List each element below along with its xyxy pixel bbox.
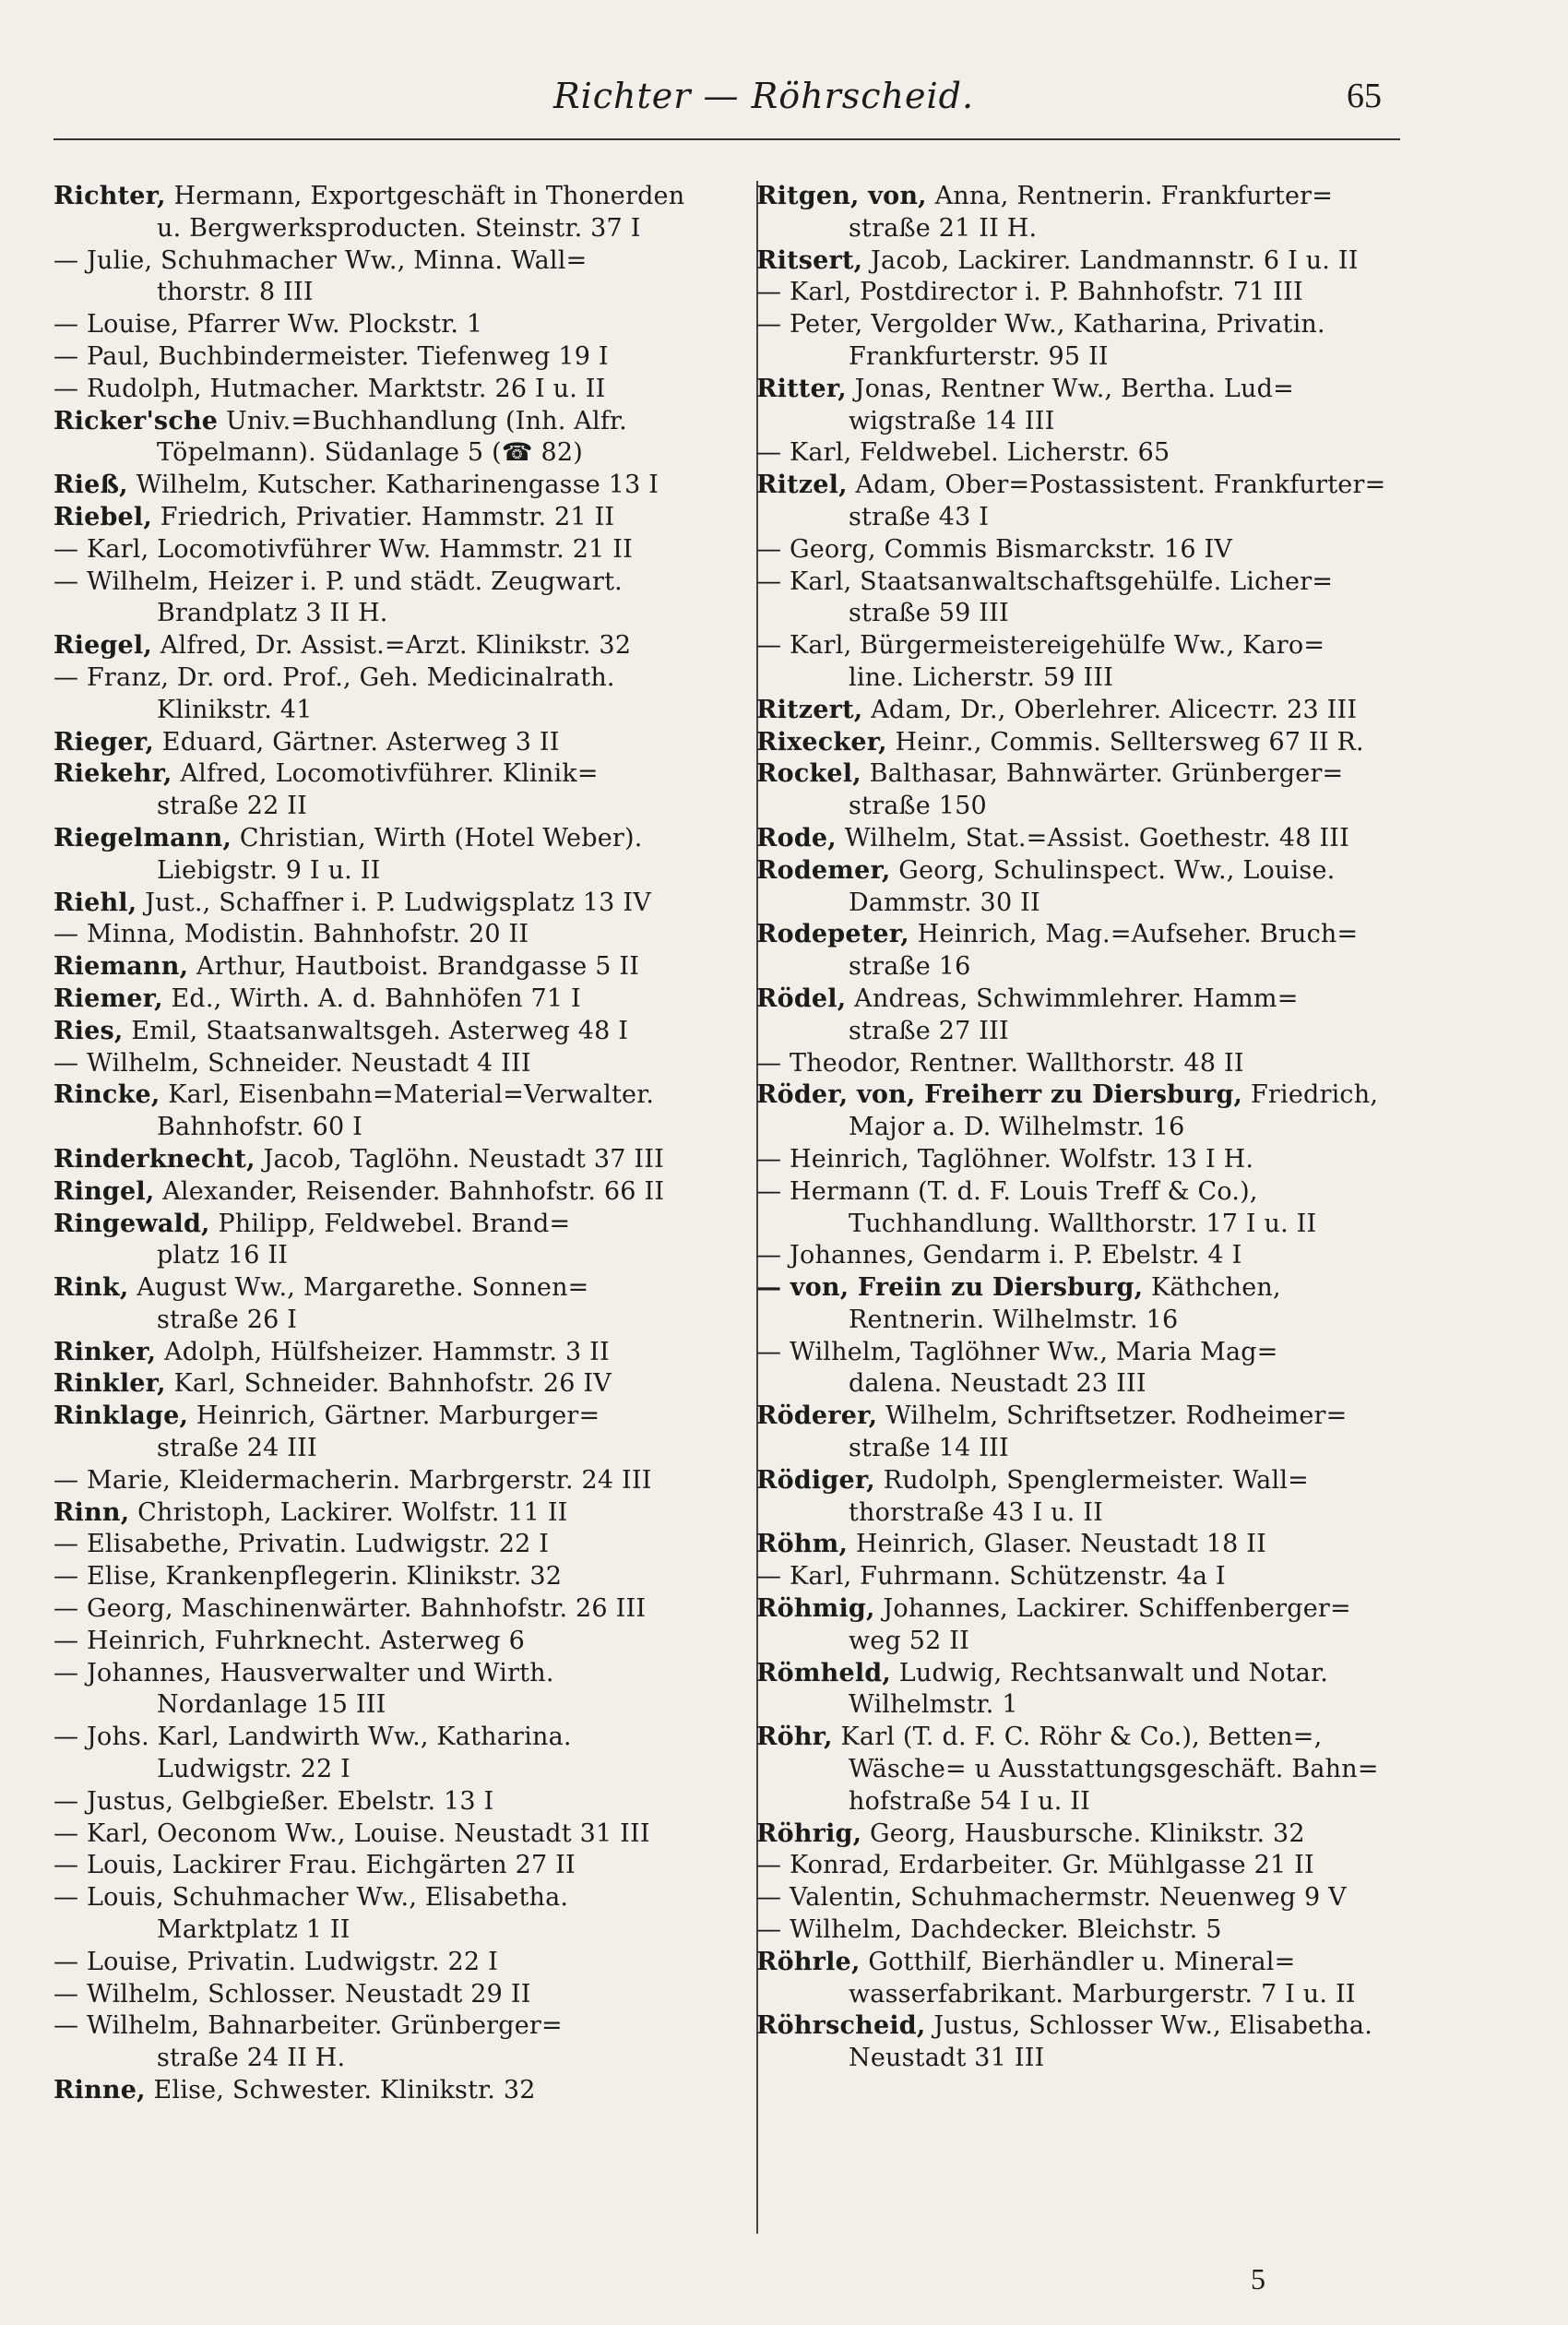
directory-entry-line [53, 1209, 718, 1241]
directory-entry-line [53, 1882, 718, 1914]
entry-surname: Riemer, [53, 984, 163, 1013]
entry-continuation-line [756, 341, 1402, 374]
directory-entry-line [53, 823, 718, 855]
directory-entry-line [756, 823, 1402, 855]
entry-text: hofstraße 54 I u. II [849, 1786, 1091, 1816]
entry-continuation-line [756, 1112, 1402, 1144]
entry-text: straße 24 III [157, 1434, 317, 1463]
entry-text: Major a. D. Wilhelmstr. 16 [849, 1113, 1185, 1142]
running-header: Richter — Röhrscheid. [553, 76, 975, 116]
entry-surname: Richter, [53, 182, 166, 210]
directory-entry-line [53, 919, 718, 951]
entry-continuation-line [756, 213, 1402, 245]
entry-surname: Ringel, [53, 1176, 155, 1206]
entry-text: Andreas, Schwimmlehrer. Hamm= [846, 984, 1299, 1013]
entry-continuation-line [756, 1433, 1402, 1465]
entry-text: — Minna, Modistin. Bahnhofstr. 20 II [53, 920, 529, 949]
entry-continuation-line [756, 888, 1402, 920]
directory-entry-line [53, 374, 718, 406]
directory-entry-line [756, 1240, 1402, 1272]
entry-text: — Valentin, Schuhmachermstr. Neuenweg 9 V [756, 1883, 1347, 1913]
directory-entry-line [756, 1658, 1402, 1690]
entry-continuation-line [53, 1240, 718, 1272]
entry-text: Univ.=Buchhandlung (Inh. Alfr. [218, 406, 627, 435]
entry-text: dalena. Neustadt 23 III [849, 1369, 1146, 1399]
entry-text: Käthchen, [1143, 1273, 1281, 1303]
directory-entry-line [53, 1016, 718, 1048]
entry-text: — Georg, Commis Bismarckstr. 16 IV [756, 534, 1233, 564]
directory-entry-line [756, 1914, 1402, 1947]
entry-text: straße 14 III [849, 1434, 1009, 1463]
entry-surname: Rinker, [53, 1337, 157, 1366]
directory-entry-line [756, 1079, 1402, 1112]
entry-text: Rentnerin. Wilhelmstr. 16 [849, 1305, 1179, 1334]
entry-text: straße 26 I [157, 1305, 298, 1334]
entry-text: Hermann, Exportgeschäft in Thonerden [165, 182, 685, 210]
entry-text: — Heinrich, Taglöhner. Wolfstr. 13 I H. [756, 1144, 1254, 1174]
entry-continuation-line [53, 1914, 718, 1947]
entry-continuation-line [756, 502, 1402, 534]
directory-entry-line [53, 1079, 718, 1112]
directory-entry-line [53, 1497, 718, 1530]
left-column [53, 181, 718, 2107]
entry-text: — Louis, Schuhmacher Ww., Elisabetha. [53, 1883, 569, 1913]
entry-surname: Riehl, [53, 888, 137, 917]
entry-text: — Heinrich, Fuhrknecht. Asterweg 6 [53, 1626, 526, 1655]
directory-entry-line [756, 374, 1402, 406]
entry-text: Georg, Hausbursche. Klinikstr. 32 [861, 1818, 1305, 1848]
entry-continuation-line [756, 1979, 1402, 2011]
entry-text: wigstraße 14 III [849, 406, 1055, 435]
entry-text: straße 24 II H. [157, 2044, 346, 2073]
entry-text: Friedrich, Privatier. Hammstr. 21 II [152, 502, 615, 531]
entry-continuation-line [53, 213, 718, 245]
entry-text: platz 16 II [157, 1241, 289, 1270]
entry-continuation-line [53, 2043, 718, 2075]
entry-surname: Ricker'sche [53, 406, 219, 435]
entry-continuation-line [53, 277, 718, 309]
directory-entry-line [53, 181, 718, 213]
entry-text: — Karl, Locomotivführer Ww. Hammstr. 21 II [53, 534, 634, 564]
directory-entry-line [756, 758, 1402, 791]
entry-text: — Wilhelm, Dachdecker. Bleichstr. 5 [756, 1915, 1222, 1945]
directory-entry-line [756, 1593, 1402, 1626]
entry-surname: Röhm, [756, 1530, 849, 1559]
entry-text: Justus, Schlosser Ww., Elisabetha. [925, 2011, 1373, 2041]
entry-text: Ludwigstr. 22 I [157, 1755, 351, 1784]
entry-surname: Röhmig, [756, 1594, 875, 1624]
entry-continuation-line [53, 791, 718, 823]
directory-entry-line [53, 406, 718, 438]
entry-text: straße 43 I [849, 502, 990, 531]
entry-text: — Elisabethe, Privatin. Ludwigstr. 22 I [53, 1530, 550, 1559]
entry-text: — Johannes, Hausverwalter und Wirth. [53, 1658, 554, 1687]
entry-text: — Franz, Dr. ord. Prof., Geh. Medicinalrath. [53, 662, 615, 692]
entry-surname: Röhr, [756, 1723, 833, 1752]
entry-continuation-line [53, 1754, 718, 1786]
entry-continuation-line [756, 1626, 1402, 1658]
entry-text: Klinikstr. 41 [157, 695, 313, 724]
directory-entry-line [756, 1401, 1402, 1433]
entry-text: — Karl, Staatsanwaltschaftsgehülfe. Licher= [756, 566, 1334, 596]
directory-entry-line [53, 502, 718, 534]
directory-entry-line [756, 1722, 1402, 1754]
directory-entry-line [53, 245, 718, 278]
entry-text: — Paul, Buchbindermeister. Tiefenweg 19 I [53, 341, 609, 371]
entry-text: — Georg, Maschinenwärter. Bahnhofstr. 26 III [53, 1594, 647, 1624]
entry-continuation-line [53, 1689, 718, 1722]
entry-text: — Karl, Bürgermeistereigehülfe Ww., Karo= [756, 631, 1325, 661]
entry-text: — Konrad, Erdarbeiter. Gr. Mühlgasse 21 II [756, 1851, 1314, 1880]
directory-entry-line [756, 1144, 1402, 1176]
directory-entry-line [53, 1048, 718, 1080]
entry-text: Friedrich, [1242, 1080, 1379, 1110]
entry-surname: Rinne, [53, 2076, 146, 2105]
entry-surname: Ritter, [756, 374, 847, 403]
directory-entry-line [53, 341, 718, 374]
entry-text: Wilhelmstr. 1 [849, 1690, 1018, 1720]
entry-text: straße 21 II H. [849, 213, 1038, 243]
entry-text: — Elise, Krankenpflegerin. Klinikstr. 32 [53, 1562, 563, 1592]
entry-surname: Ringewald, [53, 1209, 210, 1238]
directory-entry-line [756, 2010, 1402, 2043]
entry-text: Arthur, Hautboist. Brandgasse 5 II [188, 952, 640, 982]
entry-surname: Rode, [756, 823, 837, 852]
entry-surname: Rieger, [53, 727, 154, 757]
entry-text: Wäsche= u Ausstattungsgeschäft. Bahn= [849, 1755, 1379, 1784]
directory-entry-line [53, 2075, 718, 2107]
directory-entry-line [53, 1979, 718, 2011]
entry-surname: Riebel, [53, 502, 152, 531]
entry-text: Neustadt 31 III [849, 2044, 1045, 2073]
directory-entry-line [53, 470, 718, 502]
directory-entry-line [53, 1401, 718, 1433]
entry-continuation-line [756, 598, 1402, 630]
entry-text: straße 59 III [849, 599, 1009, 628]
entry-surname: Rinderknecht, [53, 1144, 255, 1174]
entry-text: Adam, Dr., Oberlehrer. Aliceстr. 23 III [862, 695, 1358, 724]
entry-continuation-line [756, 2043, 1402, 2075]
directory-entry-line [756, 277, 1402, 309]
entry-text: Frankfurterstr. 95 II [849, 341, 1109, 371]
entry-text: — Julie, Schuhmacher Ww., Minna. Wall= [53, 245, 588, 275]
entry-text: thorstr. 8 III [157, 278, 314, 307]
entry-surname: Rincke, [53, 1080, 160, 1110]
entry-text: Just., Schaffner i. P. Ludwigsplatz 13 IV [137, 888, 651, 917]
entry-continuation-line [756, 662, 1402, 695]
entry-text: — Peter, Vergolder Ww., Katharina, Privatin. [756, 310, 1325, 340]
entry-text: Wilhelm, Kutscher. Katharinengasse 13 I [127, 471, 659, 500]
entry-text: Karl, Schneider. Bahnhofstr. 26 IV [165, 1369, 612, 1399]
directory-entry-line [756, 1561, 1402, 1593]
directory-entry-line [756, 984, 1402, 1016]
entry-text: Wilhelm, Stat.=Assist. Goethestr. 48 III [836, 823, 1349, 852]
entry-text: straße 22 II [157, 792, 307, 821]
entry-text: Gotthilf, Bierhändler u. Mineral= [860, 1947, 1296, 1976]
entry-surname: Röhrscheid, [756, 2011, 926, 2041]
directory-entry-line [756, 181, 1402, 213]
directory-entry-line [53, 309, 718, 341]
directory-entry-line [756, 1176, 1402, 1209]
directory-entry-line [53, 1337, 718, 1369]
entry-text: — Wilhelm, Heizer i. P. und städt. Zeugwart. [53, 566, 623, 596]
entry-text: straße 27 III [849, 1016, 1009, 1045]
right-column [756, 181, 1402, 2075]
entry-continuation-line [756, 1689, 1402, 1722]
entry-text: Alexander, Reisender. Bahnhofstr. 66 II [154, 1176, 665, 1206]
entry-text: straße 150 [849, 792, 987, 821]
entry-text: — Wilhelm, Bahnarbeiter. Grünberger= [53, 2011, 563, 2041]
directory-entry-line [756, 1947, 1402, 1979]
entry-continuation-line [53, 437, 718, 470]
entry-text: Bahnhofstr. 60 I [157, 1113, 362, 1142]
entry-surname: Riekehr, [53, 759, 172, 789]
entry-text: — Hermann (T. d. F. Louis Treff & Co.), [756, 1176, 1258, 1206]
entry-surname: Riegel, [53, 631, 152, 661]
entry-surname: Rinklage, [53, 1401, 189, 1431]
directory-entry-line [756, 437, 1402, 470]
entry-surname: Röhrle, [756, 1947, 861, 1976]
directory-entry-line [756, 1272, 1402, 1305]
entry-text: Balthasar, Bahnwärter. Grünberger= [861, 759, 1344, 789]
entry-text: Rudolph, Spenglermeister. Wall= [874, 1465, 1309, 1495]
directory-entry-line [53, 1947, 718, 1979]
directory-entry-line [756, 534, 1402, 566]
directory-entry-line [53, 2010, 718, 2043]
entry-text: — Rudolph, Hutmacher. Marktstr. 26 I u. II [53, 374, 606, 403]
directory-entry-line [53, 758, 718, 791]
entry-text: thorstraße 43 I u. II [849, 1497, 1103, 1527]
entry-text: Jonas, Rentner Ww., Bertha. Lud= [846, 374, 1294, 403]
entry-text: Adolph, Hülfsheizer. Hammstr. 3 II [156, 1337, 610, 1366]
entry-continuation-line [53, 1112, 718, 1144]
directory-entry-line [53, 1176, 718, 1209]
entry-text: — Theodor, Rentner. Wallthorstr. 48 II [756, 1048, 1244, 1078]
entry-surname: Riemann, [53, 952, 189, 982]
entry-text: — Karl, Oeconom Ww., Louise. Neustadt 31 III [53, 1818, 650, 1848]
directory-entry-line [756, 855, 1402, 888]
directory-entry-line [53, 1368, 718, 1401]
entry-continuation-line [53, 695, 718, 727]
entry-continuation-line [756, 951, 1402, 984]
entry-continuation-line [756, 1754, 1402, 1786]
entry-continuation-line [53, 598, 718, 630]
directory-entry-line [756, 727, 1402, 759]
entry-continuation-line [756, 1016, 1402, 1048]
entry-text: — Louise, Pfarrer Ww. Plockstr. 1 [53, 310, 483, 340]
entry-surname: Röderer, [756, 1401, 878, 1431]
header-rule [53, 138, 1400, 140]
entry-text: Georg, Schulinspect. Ww., Louise. [890, 855, 1336, 885]
entry-text: Töpelmann). Südanlage 5 (☎ 82) [157, 438, 583, 468]
page-number: 65 [1347, 77, 1382, 115]
entry-surname: Rinkler, [53, 1369, 166, 1399]
entry-continuation-line [756, 1786, 1402, 1818]
entry-surname: Ritgen, von, [756, 182, 927, 210]
directory-entry-line [53, 662, 718, 695]
directory-entry-line [53, 984, 718, 1016]
entry-text: wasserfabrikant. Marburgerstr. 7 I u. II [849, 1979, 1356, 2009]
directory-entry-line [756, 1529, 1402, 1561]
directory-entry-line [53, 1722, 718, 1754]
directory-entry-line [53, 1144, 718, 1176]
directory-entry-line [53, 1626, 718, 1658]
entry-surname: Rodemer, [756, 855, 891, 885]
directory-entry-line [53, 888, 718, 920]
entry-text: Marktplatz 1 II [157, 1915, 350, 1945]
directory-entry-line [53, 1465, 718, 1497]
directory-entry-line [756, 630, 1402, 662]
directory-entry-line [53, 1818, 718, 1851]
entry-text: — Johannes, Gendarm i. P. Ebelstr. 4 I [756, 1241, 1242, 1270]
entry-text: — Wilhelm, Taglöhner Ww., Maria Mag= [756, 1337, 1278, 1366]
entry-text: Elise, Schwester. Klinikstr. 32 [145, 2076, 536, 2105]
entry-text: Karl, Eisenbahn=Material=Verwalter. [160, 1080, 655, 1110]
entry-text: Tuchhandlung. Wallthorstr. 17 I u. II [849, 1209, 1317, 1238]
entry-surname: Ritsert, [756, 245, 863, 275]
entry-text: — Karl, Postdirector i. P. Bahnhofstr. 71 III [756, 278, 1303, 307]
directory-entry-line [53, 1272, 718, 1305]
entry-surname: Rixecker, [756, 727, 887, 757]
entry-text: Anna, Rentnerin. Frankfurter= [926, 182, 1334, 210]
entry-surname: Rink, [53, 1273, 129, 1303]
entry-text: — Karl, Feldwebel. Licherstr. 65 [756, 438, 1170, 468]
directory-entry-line [53, 1850, 718, 1882]
entry-text: u. Bergwerksproducten. Steinstr. 37 I [157, 213, 641, 243]
entry-text: — Wilhelm, Schneider. Neustadt 4 III [53, 1048, 531, 1078]
directory-entry-line [756, 1850, 1402, 1882]
entry-text: — Louise, Privatin. Ludwigstr. 22 I [53, 1947, 498, 1976]
entry-text: Ludwig, Rechtsanwalt und Notar. [890, 1658, 1329, 1687]
entry-text: Dammstr. 30 II [849, 888, 1040, 917]
entry-continuation-line [756, 1497, 1402, 1530]
directory-entry-line [756, 695, 1402, 727]
directory-entry-line [53, 1529, 718, 1561]
entry-text: Liebigstr. 9 I u. II [157, 855, 381, 885]
entry-text: Christoph, Lackirer. Wolfstr. 11 II [129, 1497, 568, 1527]
entry-surname: Rockel, [756, 759, 861, 789]
directory-entry-line [53, 1786, 718, 1818]
entry-surname: Röhrig, [756, 1818, 862, 1848]
directory-entry-line [53, 1593, 718, 1626]
directory-entry-line [756, 470, 1402, 502]
entry-surname: Rodepeter, [756, 920, 909, 949]
entry-surname: Ritzert, [756, 695, 863, 724]
directory-entry-line [756, 1882, 1402, 1914]
entry-surname: Röder, von, Freiherr zu Diersburg, [756, 1080, 1243, 1110]
entry-text: — Karl, Fuhrmann. Schützenstr. 4a I [756, 1562, 1226, 1592]
entry-text: Heinr., Commis. Selltersweg 67 II R. [886, 727, 1364, 757]
entry-text: Jacob, Taglöhn. Neustadt 37 III [255, 1144, 664, 1174]
directory-entry-line [756, 919, 1402, 951]
directory-entry-line [53, 727, 718, 759]
entry-text: — Louis, Lackirer Frau. Eichgärten 27 II [53, 1851, 576, 1880]
entry-surname: Rödiger, [756, 1465, 875, 1495]
entry-text: — Johs. Karl, Landwirth Ww., Katharina. [53, 1723, 572, 1752]
entry-text: straße 16 [849, 952, 971, 982]
directory-entry-line [53, 566, 718, 599]
entry-surname: Riegelmann, [53, 823, 232, 852]
entry-text: Heinrich, Gärtner. Marburger= [188, 1401, 600, 1431]
entry-text: Christian, Wirth (Hotel Weber). [232, 823, 643, 852]
entry-continuation-line [756, 406, 1402, 438]
entry-surname: Römheld, [756, 1658, 891, 1687]
entry-text: Brandplatz 3 II H. [157, 599, 388, 628]
entry-text: August Ww., Margarethe. Sonnen= [128, 1273, 589, 1303]
directory-entry-line [53, 1561, 718, 1593]
entry-continuation-line [53, 855, 718, 888]
directory-entry-line [756, 1337, 1402, 1369]
entry-text: — Marie, Kleidermacherin. Marbrgerstr. 24 III [53, 1465, 652, 1495]
directory-entry-line [53, 630, 718, 662]
entry-text: Johannes, Lackirer. Schiffenberger= [874, 1594, 1351, 1624]
entry-text: — Justus, Gelbgießer. Ebelstr. 13 I [53, 1786, 494, 1816]
entry-continuation-line [53, 1305, 718, 1337]
entry-surname: Rieß, [53, 471, 128, 500]
directory-entry-line [756, 245, 1402, 278]
entry-continuation-line [756, 1209, 1402, 1241]
directory-entry-line [53, 951, 718, 984]
entry-text: Alfred, Dr. Assist.=Arzt. Klinikstr. 32 [152, 631, 632, 661]
entry-text: line. Licherstr. 59 III [849, 662, 1114, 692]
entry-text: Eduard, Gärtner. Asterweg 3 II [154, 727, 560, 757]
directory-entry-line [53, 1658, 718, 1690]
entry-text: Nordanlage 15 III [157, 1690, 386, 1720]
entry-continuation-line [756, 1368, 1402, 1401]
entry-text: Alfred, Locomotivführer. Klinik= [172, 759, 599, 789]
signature-mark: 5 [1251, 2262, 1265, 2295]
entry-text: Karl (T. d. F. C. Röhr & Co.), Betten=, [832, 1723, 1323, 1752]
entry-surname: Ries, [53, 1016, 124, 1045]
entry-surname: Ritzel, [756, 471, 848, 500]
entry-surname: — von, Freiin zu Diersburg, [756, 1273, 1144, 1303]
entry-text: Jacob, Lackirer. Landmannstr. 6 I u. II [862, 245, 1359, 275]
directory-entry-line [756, 1048, 1402, 1080]
directory-entry-line [53, 534, 718, 566]
entry-continuation-line [756, 791, 1402, 823]
entry-text: Heinrich, Glaser. Neustadt 18 II [848, 1530, 1267, 1559]
entry-continuation-line [756, 1305, 1402, 1337]
entry-text: weg 52 II [849, 1626, 970, 1655]
entry-text: Ed., Wirth. A. d. Bahnhöfen 71 I [162, 984, 581, 1013]
entry-text: — Wilhelm, Schlosser. Neustadt 29 II [53, 1979, 531, 2009]
directory-entry-line [756, 1465, 1402, 1497]
entry-surname: Rinn, [53, 1497, 130, 1527]
entry-surname: Rödel, [756, 984, 847, 1013]
entry-text: Philipp, Feldwebel. Brand= [209, 1209, 571, 1238]
entry-text: Emil, Staatsanwaltsgeh. Asterweg 48 I [123, 1016, 629, 1045]
directory-entry-line [756, 1818, 1402, 1851]
entry-text: Heinrich, Mag.=Aufseher. Bruch= [909, 920, 1359, 949]
directory-entry-line [756, 566, 1402, 599]
entry-text: Adam, Ober=Postassistent. Frankfurter= [847, 471, 1386, 500]
directory-entry-line [756, 309, 1402, 341]
entry-text: Wilhelm, Schriftsetzer. Rodheimer= [877, 1401, 1348, 1431]
entry-continuation-line [53, 1433, 718, 1465]
